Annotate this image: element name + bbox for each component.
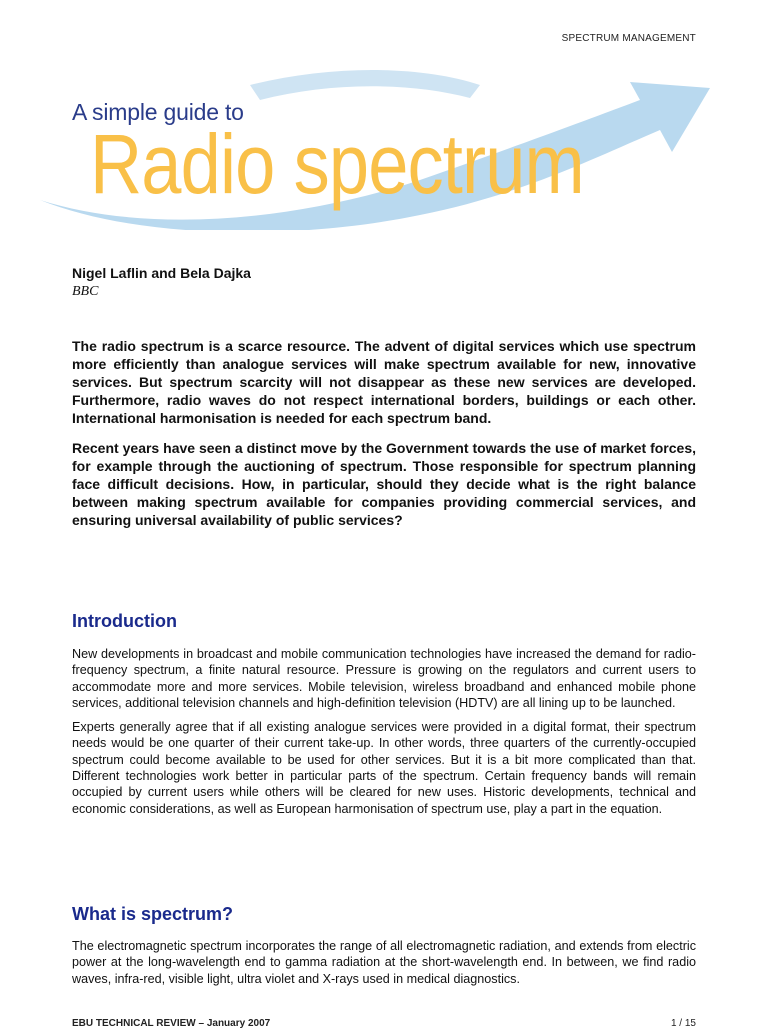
abstract-paragraph: Recent years have seen a distinct move by the Government towards the use of market forces, for example through the auctioning of spectrum. Those responsible for spectrum planning face difficult decisions. How, in particular, should they decide what is the right balance between making spectrum available for companies providing commercial services, and ensuring universal availability of public services?: [72, 440, 696, 528]
section-heading-what-is-spectrum: What is spectrum?: [72, 904, 234, 924]
running-head: SPECTRUM MANAGEMENT: [561, 33, 696, 44]
footer-publication: EBU TECHNICAL REVIEW – January 2007: [72, 1018, 271, 1029]
section-body-introduction: [72, 646, 696, 825]
body-paragraph: The electromagnetic spectrum incorporates the range of all electromagnetic radiation, and extends from electric power at the long-wavelength end to gamma radiation at the short-wavelength end. In between, we find radio waves, infra-red, visible light, ultra violet and X-rays used in medical diagnostics.: [72, 939, 696, 986]
document-subtitle: A simple guide to: [72, 99, 244, 125]
document-title: Radio spectrum: [90, 117, 584, 211]
section-heading-introduction: Introduction: [72, 611, 177, 631]
abstract: [72, 337, 696, 541]
body-paragraph: Experts generally agree that if all existing analogue services were provided in a digital format, their spectrum needs would be one quarter of their current take-up. In other words, three quarters of the currently-occupied spectrum could become available to be used for other services. But it is a bit more complicated than that. Different technologies work better in particular parts of the spectrum. Certain frequency bands will remain occupied by current users while others will be cleared for new uses. Historic developments, technical and economic considerations, as well as European harmonisation of spectrum use, play a part in the equation.: [72, 720, 696, 816]
author-names: Nigel Laflin and Bela Dajka: [72, 265, 251, 281]
abstract-paragraph: The radio spectrum is a scarce resource. The advent of digital services which use spectrum more efficiently than analogue services will make spectrum available for new, innovative services. But spectrum scarcity will not disappear as these new services are developed. Furthermore, radio waves do not respect international borders, buildings or each other. International harmonisation is needed for each spectrum band.: [72, 338, 696, 426]
body-paragraph: New developments in broadcast and mobile communication technologies have increased the demand for radio-frequency spectrum, a finite natural resource. Pressure is growing on the regulators and current users to accommodate more and more services. Mobile television, wireless broadband and enhanced mobile phone services, additional television channels and high-definition television (HDTV) are all lining up to be launched.: [72, 647, 696, 710]
author-affiliation: BBC: [72, 284, 99, 299]
footer-page-number: 1 / 15: [670, 1018, 696, 1029]
section-body-what-is-spectrum: [72, 938, 696, 995]
